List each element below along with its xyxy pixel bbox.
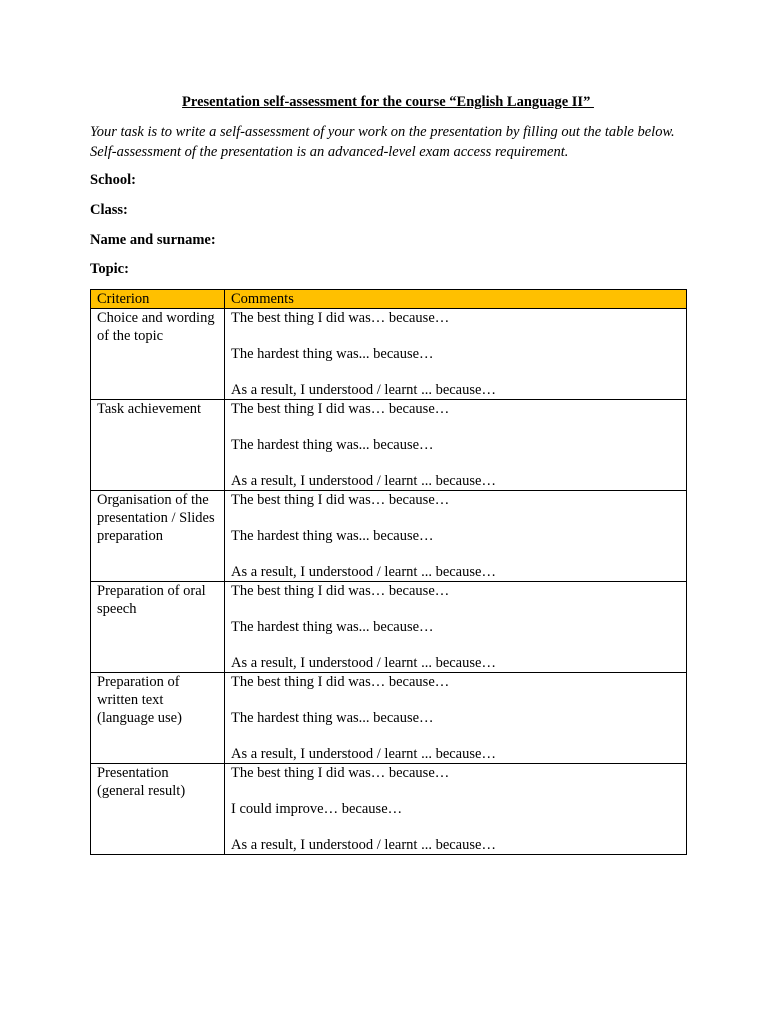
criterion-header: Criterion — [91, 290, 225, 309]
comment-prompt: The hardest thing was... because… — [231, 710, 434, 726]
criterion-cell: Preparation of oral speech — [91, 582, 225, 673]
school-label: School: — [90, 172, 136, 188]
comment-prompt: As a result, I understood / learnt ... because… — [231, 837, 496, 853]
comments-header: Comments — [225, 290, 687, 309]
table-row — [91, 582, 687, 673]
comment-prompt: The best thing I did was… because… — [231, 492, 450, 508]
comments-cell[interactable] — [225, 582, 687, 673]
comment-prompt: The best thing I did was… because… — [231, 765, 450, 781]
comment-prompt: The hardest thing was... because… — [231, 528, 434, 544]
comment-prompt: As a result, I understood / learnt ... because… — [231, 382, 496, 398]
comment-prompt: The best thing I did was… because… — [231, 583, 450, 599]
comments-cell[interactable] — [225, 309, 687, 400]
comment-prompt: As a result, I understood / learnt ... because… — [231, 746, 496, 762]
comment-prompt: The hardest thing was... because… — [231, 437, 434, 453]
comments-cell[interactable] — [225, 673, 687, 764]
criterion-cell: Preparation of written text (language use) — [91, 673, 225, 764]
table-header-row — [91, 290, 687, 309]
comment-prompt: As a result, I understood / learnt ... because… — [231, 564, 496, 580]
table-row — [91, 400, 687, 491]
comment-prompt: The hardest thing was... because… — [231, 619, 434, 635]
comment-prompt: The best thing I did was… because… — [231, 401, 450, 417]
criterion-cell: Presentation (general result) — [91, 764, 225, 855]
comment-prompt: The hardest thing was... because… — [231, 346, 434, 362]
criterion-cell: Organisation of the presentation / Slides preparation — [91, 491, 225, 582]
class-label: Class: — [90, 202, 128, 218]
self-assessment-table — [90, 289, 687, 855]
table-row — [91, 309, 687, 400]
comment-prompt: The best thing I did was… because… — [231, 674, 450, 690]
comment-prompt: I could improve… because… — [231, 801, 403, 817]
comment-prompt: As a result, I understood / learnt ... because… — [231, 473, 496, 489]
comments-cell[interactable] — [225, 491, 687, 582]
criterion-cell: Choice and wording of the topic — [91, 309, 225, 400]
intro-paragraph: Your task is to write a self-assessment of your work on the presentation by filling out the table below. Self-assessment of the presentation is an advanced-level exam access requirement. — [90, 124, 675, 160]
criterion-cell: Task achievement — [91, 400, 225, 491]
document-title: Presentation self-assessment for the course “English Language II” — [182, 94, 594, 110]
comment-prompt: As a result, I understood / learnt ... because… — [231, 655, 496, 671]
table-row — [91, 491, 687, 582]
comments-cell[interactable] — [225, 400, 687, 491]
table-row — [91, 764, 687, 855]
topic-label: Topic: — [90, 261, 129, 277]
comments-cell[interactable] — [225, 764, 687, 855]
name-surname-label: Name and surname: — [90, 232, 216, 248]
table-row — [91, 673, 687, 764]
comment-prompt: The best thing I did was… because… — [231, 310, 450, 326]
